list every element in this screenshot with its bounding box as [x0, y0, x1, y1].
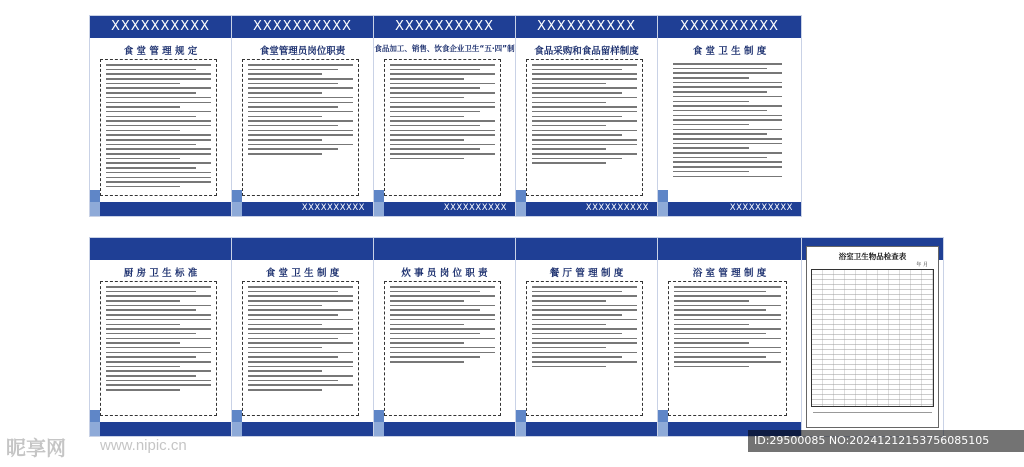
footer-logo: XXXXXXXXXX [301, 203, 365, 213]
board-bathroom-inspection-sheet [802, 238, 943, 436]
board-footer [90, 202, 231, 216]
board-footer [232, 422, 373, 436]
board-canteen-manager-duties [232, 16, 373, 216]
inspection-sheet [806, 246, 939, 428]
footer-logo: XXXXXXXXXX [585, 203, 649, 213]
board-header [232, 238, 373, 260]
board-text-box [526, 281, 643, 416]
board-title: 餐 厅 管 理 制 度 [549, 268, 624, 279]
inspection-grid [811, 269, 934, 407]
board-text-box [100, 281, 217, 416]
inspection-sheet-month: 年 月 [916, 262, 928, 268]
board-footer [658, 202, 801, 216]
board-header [232, 16, 373, 38]
board-cook-duties [374, 238, 515, 436]
board-dining-hall-management [516, 238, 657, 436]
board-title: 浴 室 管 理 制 度 [692, 268, 767, 279]
board-header [516, 16, 657, 38]
board-canteen-hygiene-system-2 [232, 238, 373, 436]
board-canteen-hygiene-system [658, 16, 801, 216]
board-text-box [526, 59, 643, 196]
board-food-purchase-sampling [516, 16, 657, 216]
board-title: 食 堂 管 理 规 定 [123, 46, 198, 57]
board-footer [90, 422, 231, 436]
board-text-box [242, 59, 359, 196]
brand-logo: XXXXXXXXXX [110, 19, 211, 34]
board-text-box [668, 59, 787, 196]
board-text-box [384, 59, 501, 196]
board-canteen-management-rules [90, 16, 231, 216]
board-footer [374, 202, 515, 216]
board-food-hygiene-five-four [374, 16, 515, 216]
brand-logo: XXXXXXXXXX [536, 19, 637, 34]
board-title: 食品采购和食品留样制度 [534, 46, 639, 57]
board-header [90, 16, 231, 38]
board-header [516, 238, 657, 260]
board-title: 厨 房 卫 生 标 准 [123, 268, 198, 279]
board-text-box [100, 59, 217, 196]
id-bar: ID:29500085 NO:20241212153756085105 [748, 430, 1024, 452]
board-header [658, 16, 801, 38]
board-title: 食品加工、销售、饮食企业卫生“五·四”制 [374, 44, 515, 53]
board-text-box [668, 281, 787, 416]
board-title: 食堂管理员岗位职责 [259, 46, 346, 57]
board-footer [516, 202, 657, 216]
board-title: 食 堂 卫 生 制 度 [692, 46, 767, 57]
watermark-logo: 昵享网 [6, 436, 66, 460]
board-text-box [384, 281, 501, 416]
watermark-url: www.nipic.cn [100, 437, 187, 454]
board-text-box [242, 281, 359, 416]
inspection-sheet-footer [813, 412, 932, 419]
board-bathroom-management [658, 238, 801, 436]
footer-logo: XXXXXXXXXX [729, 203, 793, 213]
board-footer [374, 422, 515, 436]
board-header [374, 238, 515, 260]
inspection-sheet-title: 浴室卫生物品检查表 [838, 252, 907, 261]
board-kitchen-hygiene-standard [90, 238, 231, 436]
brand-logo: XXXXXXXXXX [252, 19, 353, 34]
board-title: 炊 事 员 岗 位 职 责 [401, 268, 488, 279]
board-title: 食 堂 卫 生 制 度 [265, 268, 340, 279]
board-footer [232, 202, 373, 216]
brand-logo: XXXXXXXXXX [679, 19, 780, 34]
board-header [374, 16, 515, 38]
board-footer [516, 422, 657, 436]
board-header [90, 238, 231, 260]
footer-logo: XXXXXXXXXX [443, 203, 507, 213]
brand-logo: XXXXXXXXXX [394, 19, 495, 34]
board-header [658, 238, 801, 260]
